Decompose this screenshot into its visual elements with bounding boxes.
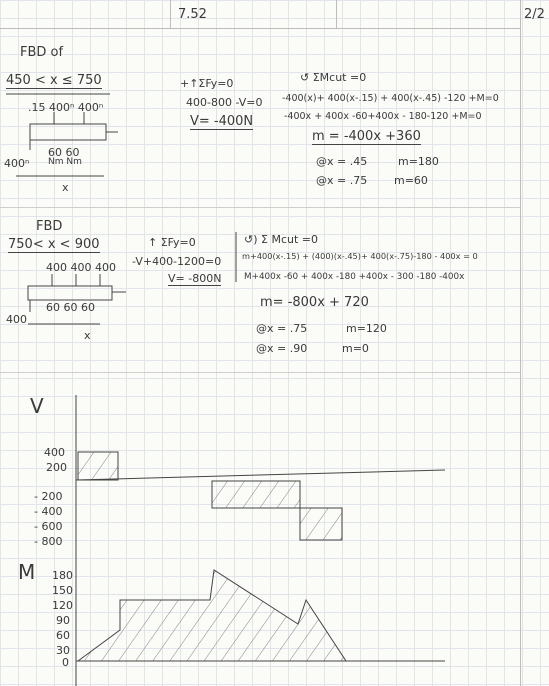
part1-force-eq: +↑ΣFy=0 (180, 77, 234, 90)
shear-tick-5: - 800 (34, 535, 63, 548)
part1-beam (30, 124, 106, 140)
part2-moment-result: m= -800x + 720 (260, 295, 369, 310)
shear-region-negative (212, 481, 342, 540)
part2-moment-step2: M+400x -60 + 400x -180 +400x - 300 -180 -400x (244, 272, 465, 282)
moment-tick-1: 150 (52, 584, 73, 597)
moment-region (78, 570, 346, 661)
moment-diagram (76, 566, 445, 686)
moment-tick-2: 120 (52, 599, 73, 612)
part1-force-step: 400-800 -V=0 (186, 96, 263, 109)
part1-eval1-x: @x = .45 (316, 155, 368, 168)
page-number: 2/2 (524, 7, 545, 22)
part1-units: Nm Nm (48, 157, 82, 167)
moment-axis-label: M (18, 560, 36, 584)
shear-tick-4: - 600 (34, 520, 63, 533)
part1-eval2-x: @x = .75 (316, 174, 368, 187)
part2-eval1-x: @x = .75 (256, 322, 308, 335)
shear-tick-3: - 400 (34, 505, 63, 518)
part2-loads: 400 400 400 (46, 261, 116, 274)
part2-eval1-m: m=120 (346, 322, 387, 335)
part2-range: 750< x < 900 (8, 237, 100, 252)
part1-moment-step1: -400(x)+ 400(x-.15) + 400(x-.45) -120 +M=0 (282, 93, 499, 104)
part2-eval2-m: m=0 (342, 342, 369, 355)
part2-moment-eq: ↺) Σ Mcut =0 (244, 233, 318, 246)
shear-axis-label: V (30, 394, 44, 418)
part1-range: 450 < x ≤ 750 (6, 73, 102, 88)
shear-zero-line (76, 470, 445, 480)
part1-force-result: V= -400N (190, 114, 254, 129)
part1-eval1-m: m=180 (398, 155, 439, 168)
shear-tick-0: 400 (44, 446, 65, 459)
shear-tick-1: 200 (46, 461, 67, 474)
part1-segments: 60 60 (48, 146, 80, 159)
part2-moment-step1: m+400(x-.15) + (400)(x-.45)+ 400(x-.75)-180 - 400x = 0 (242, 251, 478, 261)
part2-force-result: V= -800N (168, 272, 222, 285)
moment-tick-3: 90 (56, 614, 70, 627)
moment-tick-6: 0 (62, 656, 69, 669)
part2-force-step: -V+400-1200=0 (132, 255, 222, 268)
moment-tick-4: 60 (56, 629, 70, 642)
moment-tick-0: 180 (52, 569, 73, 582)
part1-xvar: x (62, 181, 69, 194)
part1-moment-eq: ↺ ΣMcut =0 (300, 71, 367, 84)
moment-tick-5: 30 (56, 644, 70, 657)
part2-beam (28, 286, 112, 300)
part1-eval2-m: m=60 (394, 174, 428, 187)
part2-force-eq: ↑ ΣFy=0 (148, 236, 196, 249)
shear-region-positive (78, 452, 118, 480)
part2-segments: 60 60 60 (46, 301, 95, 314)
part2-eval2-x: @x = .90 (256, 342, 308, 355)
part1-title: FBD of (20, 45, 64, 60)
part2-title: FBD (36, 219, 63, 234)
part1-moment-step2: -400x + 400x -60+400x - 180-120 +M=0 (284, 111, 482, 122)
part2-xvar: x (84, 329, 91, 342)
part1-dims: .15 400ⁿ 400ⁿ (28, 101, 104, 114)
shear-tick-2: - 200 (34, 490, 63, 503)
part1-reaction: 400ⁿ (4, 157, 30, 170)
part2-reaction: 400 (6, 313, 27, 326)
part1-moment-result: m = -400x +360 (312, 129, 421, 144)
problem-number: 7.52 (178, 7, 207, 22)
